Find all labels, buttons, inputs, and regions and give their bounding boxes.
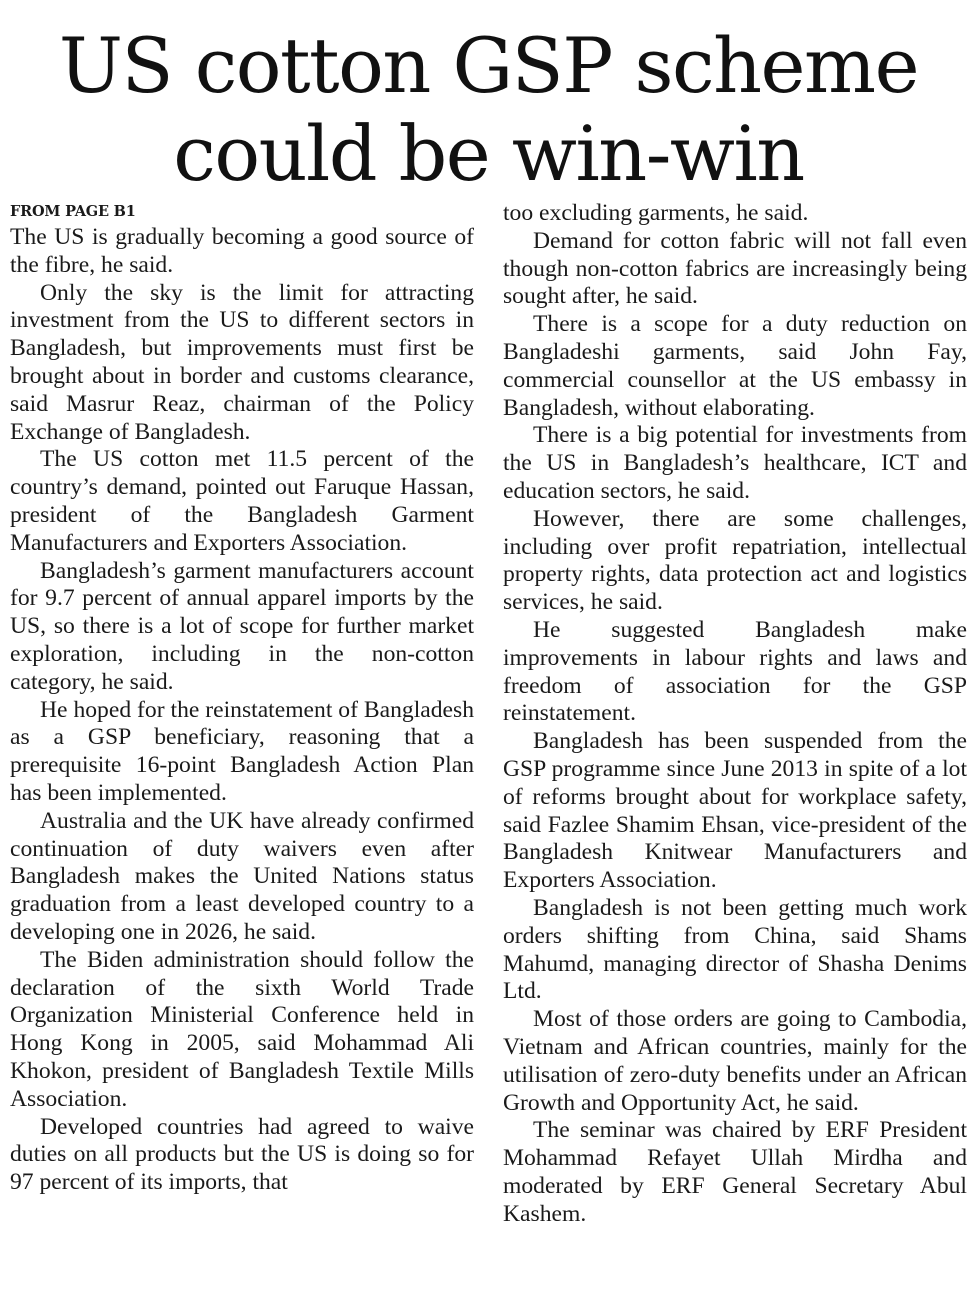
paragraph: Australia and the UK have already confirmed continuation of duty waivers even after Bangladesh makes the United Nations status graduation from a least developed country to a developing one in 2026, he said.: [10, 807, 474, 945]
headline-line-1: US cotton GSP scheme: [58, 21, 919, 110]
paragraph: Developed countries had agreed to waive duties on all products but the US is doing so for 97 percent of its imports, that: [10, 1113, 474, 1196]
paragraph: However, there are some challenges, including over profit repatriation, intellectual property rights, data protection act and logistics services, he said.: [503, 505, 967, 616]
paragraph: He suggested Bangladesh make improvements in labour rights and laws and freedom of association for the GSP reinstatement.: [503, 616, 967, 727]
paragraph: Demand for cotton fabric will not fall even though non-cotton fabrics are increasingly being sought after, he said.: [503, 227, 967, 310]
paragraph: The US cotton met 11.5 percent of the country’s demand, pointed out Faruque Hassan, president of the Bangladesh Garment Manufacturers and Exporters Association.: [10, 446, 474, 556]
paragraph: He hoped for the reinstatement of Bangladesh as a GSP beneficiary, reasoning that a prerequisite 16-point Bangladesh Action Plan has been implemented.: [10, 696, 474, 806]
headline-line-2: could be win-win: [173, 109, 804, 198]
paragraph: too excluding garments, he said.: [503, 200, 809, 226]
paragraph: The Biden administration should follow the declaration of the sixth World Trade Organization Ministerial Conference held in Hong Kong in 2005, said Mohammad Ali Khokon, president of Bangladesh Textile Mills Association.: [10, 946, 474, 1112]
article-column-right: [503, 200, 967, 1228]
paragraph: The seminar was chaired by ERF President Mohammad Refayet Ullah Mirdha and moderated by ERF General Secretary Abul Kashem.: [503, 1117, 967, 1227]
paragraph: Bangladesh has been suspended from the GSP programme since June 2013 in spite of a lot of reforms brought about for workplace safety, said Fazlee Shamim Ehsan, vice-president of the Bangladesh Knitwear Manufacturers and Exporters Association.: [503, 728, 967, 894]
paragraph: There is a big potential for investments from the US in Bangladesh’s healthcare, ICT and education sectors, he said.: [503, 422, 967, 504]
paragraph: There is a scope for a duty reduction on Bangladeshi garments, said John Fay, commercial counsellor at the US embassy in Bangladesh, without elaborating.: [503, 311, 967, 421]
paragraph: Most of those orders are going to Cambodia, Vietnam and African countries, mainly for the utilisation of zero-duty benefits under an African Growth and Opportunity Act, he said.: [503, 1006, 967, 1116]
jump-label: FROM PAGE B1: [10, 203, 136, 220]
headline: [0, 22, 977, 198]
paragraph: Bangladesh is not been getting much work orders shifting from China, said Shams Mahumd, managing director of Shasha Denims Ltd.: [503, 894, 967, 1005]
paragraph: Bangladesh’s garment manufacturers account for 9.7 percent of annual apparel imports by the US, so there is a lot of scope for further market exploration, including in the non-cotton category, he said.: [10, 557, 474, 695]
article-column-left: [10, 200, 474, 1197]
paragraph: Only the sky is the limit for attracting investment from the US to different sectors in Bangladesh, but improvements must first be brought about in border and customs clearance, said Masrur Reaz, chairman of the Policy Exchange of Bangladesh.: [10, 279, 474, 445]
paragraph: The US is gradually becoming a good source of the fibre, he said.: [10, 224, 474, 278]
